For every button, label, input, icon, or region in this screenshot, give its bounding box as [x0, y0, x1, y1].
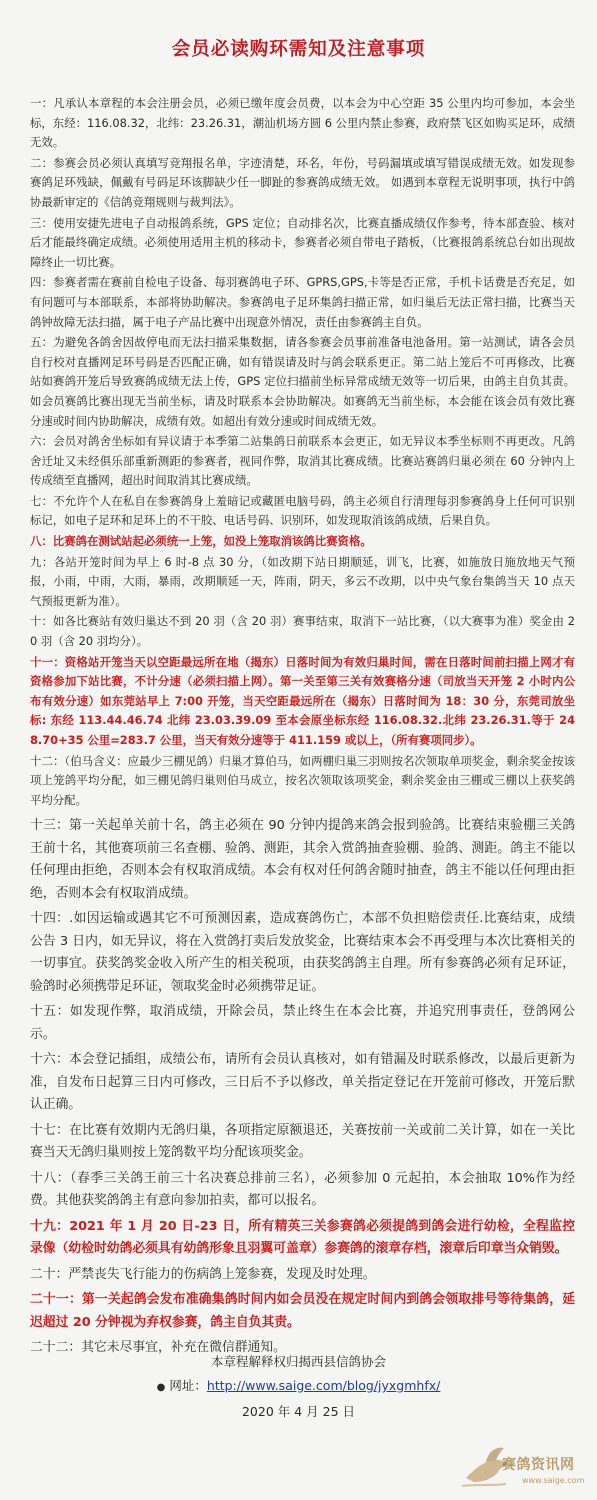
clause-5: 五：为避免各鸽舍因故停电而无法扫描采集数据，请各参赛会员事前准备电池备用。第一站测试，请各会员自行校对直播网足环号码是否匹配正确，如有错误请及时与鸽会联系更正。第二站上笼后不可再修改，比赛站如赛鸽开笼后导致赛鸽成绩无法上传，GPS 定位扫描前坐标异常成绩无效等一切后果，由鸽主自负其责。如会员赛鸽比赛出现无当前坐标，请及时联系本会协助解决。如赛鸽无当前坐标，本会能在该会员有效比赛分速或时间内协助解决，成绩有效。如超出有效分速或时间成绩无效。 [30, 335, 575, 428]
document-date: 2020 年 4 月 25 日 [241, 1404, 356, 1419]
clause-9: 九：各站开笼时间为早上 6 时-8 点 30 分，（如改期下站日期顺延，训飞，比赛，如施放日施放地天气预报，小雨，中雨，大雨，暴雨，改期顺延一天，阵雨，阴天，多云不改期，以中央气象台集鸽当天 10 点天气预报更新为准）。 [30, 554, 575, 608]
clause-18: 十八：（春季三关鸽王前三十名决赛总排前三名），必须参加 0 元起拍，本会抽取 10%作为经费。其他获奖鸽鸽主有意向参加拍卖，都可以报名。 [30, 1170, 575, 1209]
website-label: 网址： [169, 1378, 207, 1393]
watermark-logo [460, 1438, 585, 1494]
clause-15: 十五：如发现作弊，取消成绩，开除会员，禁止终生在本会比赛，并追究刑事责任，登鸽网公示。 [30, 1004, 575, 1042]
clause-20: 二十：严禁丧失飞行能力的伤病鸽上笼参赛，发现及时处理。 [30, 1266, 376, 1282]
explanation-note: 本章程解释权归揭西县信鸽协会 [210, 1354, 386, 1369]
watermark-brand: 赛鸽资讯网 [502, 1457, 575, 1473]
clause-16: 十六：本会登记插组，成绩公布，请所有会员认真核对，如有错漏及时联系修改，以最后更新为准，自发布日起算三日内可修改，三日后不予以修改，单关指定登记在开笼前可修改，开笼后默认正确。 [30, 1052, 575, 1113]
clause-1: 一：凡承认本章程的本会注册会员，必须已缴年度会员费，以本会为中心空距 35 公里内均可参加，本会坐标，东经：116.08.32，北纬：23.26.31，潮汕机场方圆 6 公里内禁止参赛，政府禁飞区如购买足环，成绩无效。 [30, 96, 575, 150]
clause-3: 三：使用安捷先进电子自动报鸽系统，GPS 定位；自动排名次，比赛直播成绩仅作参考，待本部查验、核对后才能最终确定成绩。必须使用适用主机的移动卡，参赛者必须自带电子踏板，（比赛报鸽系统总台如出现故障终止一切比赛。 [30, 215, 575, 269]
clause-12: 十二：（伯马含义：应最少三棚见鸽）归巢才算伯马，如两棚归巢三羽则按名次领取单项奖金，剩余奖金按该项上笼鸽平均分配，如三棚见鸽归巢则伯马成立，按名次领取该项奖金，剩余奖金由三棚或三棚以上获奖鸽平均分配。 [30, 753, 575, 807]
website-link[interactable]: http://www.saige.com/blog/jyxgmhfx/ [206, 1378, 441, 1393]
clause-22: 二十二：其它未尽事宜，补充在微信群通知。 [30, 1340, 286, 1356]
clause-10: 十：如各比赛站有效归巢达不到 20 羽（含 20 羽）赛事结束，取消下一站比赛，（以大赛事为准）奖金由 20 羽（含 20 羽均分）。 [30, 614, 575, 649]
clause-13: 十三：第一关起单关前十名，鸽主必须在 90 分钟内提鸽来鸽会报到验鸽。比赛结束验棚三关鸽王前十名，其他赛项前三名查棚、验鸽、测距，其余入赏鸽抽查验棚、验鸽、测距。鸽主不能以任何理由拒绝，否则本会有权取消成绩。本会有权对任何鸽舍随时抽查，鸽主不能以任何理由拒绝，否则本会有权取消成绩。 [30, 818, 575, 901]
clause-7: 七：不允许个人在私自在参赛鸽身上羞暗记或藏匿电脑号码，鸽主必须自行清理每羽参赛鸽身上任何可识别标记，如电子足环和足环上的不干胶、电话号码、识别环，如发现取消该鸽成绩，后果自负。 [30, 493, 575, 528]
document-title: 会员必读购环需知及注意事项 [171, 39, 426, 60]
clause-19: 十九：2021 年 1 月 20 日-23 日，所有精英三关参赛鸽必须提鸽到鸽会进行幼检，全程监控录像（幼检时幼鸽必须具有幼鸽形象且羽翼可盖章）参赛鸽的滚章存档，滚章后印章当众销毁。 [30, 1218, 575, 1257]
clause-17: 十七：在比赛有效期内无鸽归巢，各项指定原额退还，关赛按前一关或前二关计算，如在一关比赛当天无鸽归巢则按上笼鸽数平均分配该项奖金。 [30, 1122, 575, 1161]
website-line [0, 1374, 597, 1400]
clause-14: 十四：.如因运输或遇其它不可预测因素，造成赛鸽伤亡，本部不负担赔偿责任.比赛结束，成绩公告 3 日内，如无异议，将在入赏鸽打卖后发放奖金，比赛结束本会不再受理与本次比赛相关的一切事宜。获奖鸽奖金收入所产生的相关税项，由获奖鸽鸽主自理。所有参赛鸽必须有足环证，验鸽时必须携带足环证，领取奖金时必须携带足证。 [30, 911, 575, 994]
footer [0, 1350, 597, 1424]
bullet-icon: ● [156, 1382, 166, 1393]
clause-8: 八：比赛鸽在测试站起必须统一上笼，如没上笼取消该鸽比赛资格。 [30, 534, 372, 549]
clause-21: 二十一：第一关起鸽会发布准确集鸽时间内如会员没在规定时间内到鸽会领取排号等待集鸽，延迟超过 20 分钟视为弃权参赛，鸽主自负其责。 [30, 1292, 575, 1330]
clause-list [30, 94, 575, 1363]
clause-4: 四：参赛者需在赛前自检电子设备、每羽赛鸽电子环、GPRS,GPS,卡等是否正常，手机卡话费是否充足，如有问题可与本部联系，本部将协助解决。参赛鸽电子足环集鸽扫描正常，如归巢后无法正常扫描，比赛当天鸽钟故障无法扫描，属于电子产品比赛中出现意外情况，责任由参赛鸽主自负。 [30, 275, 575, 329]
clause-2: 二：参赛会员必须认真填写竞翔报名单，字迹清楚，环名，年份，号码漏填或填写错误成绩无效。如发现参赛鸽足环残缺，佩戴有号码足环该脚缺少任一脚趾的参赛鸽成绩无效。 如遇到本章程无说明事项，执行中鸽协最新审定的《信鸽竞翔规则与裁判法》。 [30, 155, 575, 209]
clause-6: 六：会员对鸽舍坐标如有异议请于本季第二站集鸽日前联系本会更正，如无异议本季坐标则不再更改。凡鸽舍迁址又未经俱乐部重新测距的参赛者，视同作弊，取消其比赛成绩。比赛站赛鸽归巢必须在 60 分钟内上传成绩至直播网，超出时间取消其比赛成绩。 [30, 434, 575, 488]
watermark-url: www.saige.com [522, 1476, 585, 1485]
clause-11: 十一：资格站开笼当天以空距最远所在地（揭东）日落时间为有效归巢时间，需在日落时间前扫描上网才有资格参加下站比赛，不计分速（必须扫描上网）。第一关至第三关有效赛格分速（司放当天开笼 2 小时内公布有效分速）如东莞站早上 7:00 开笼，当天空距最远所在（揭东）日落时间为 18：30 分，东莞司放坐标: 东经 113.44.46.74 北纬 23.03.39.09 至本会原坐标东经 116.08.32.北纬 23.26.31.等于 248.70+35 公里=283.7 公里，当天有效分速等于 411.159 或以上，（所有赛项同步）。 [30, 654, 575, 747]
